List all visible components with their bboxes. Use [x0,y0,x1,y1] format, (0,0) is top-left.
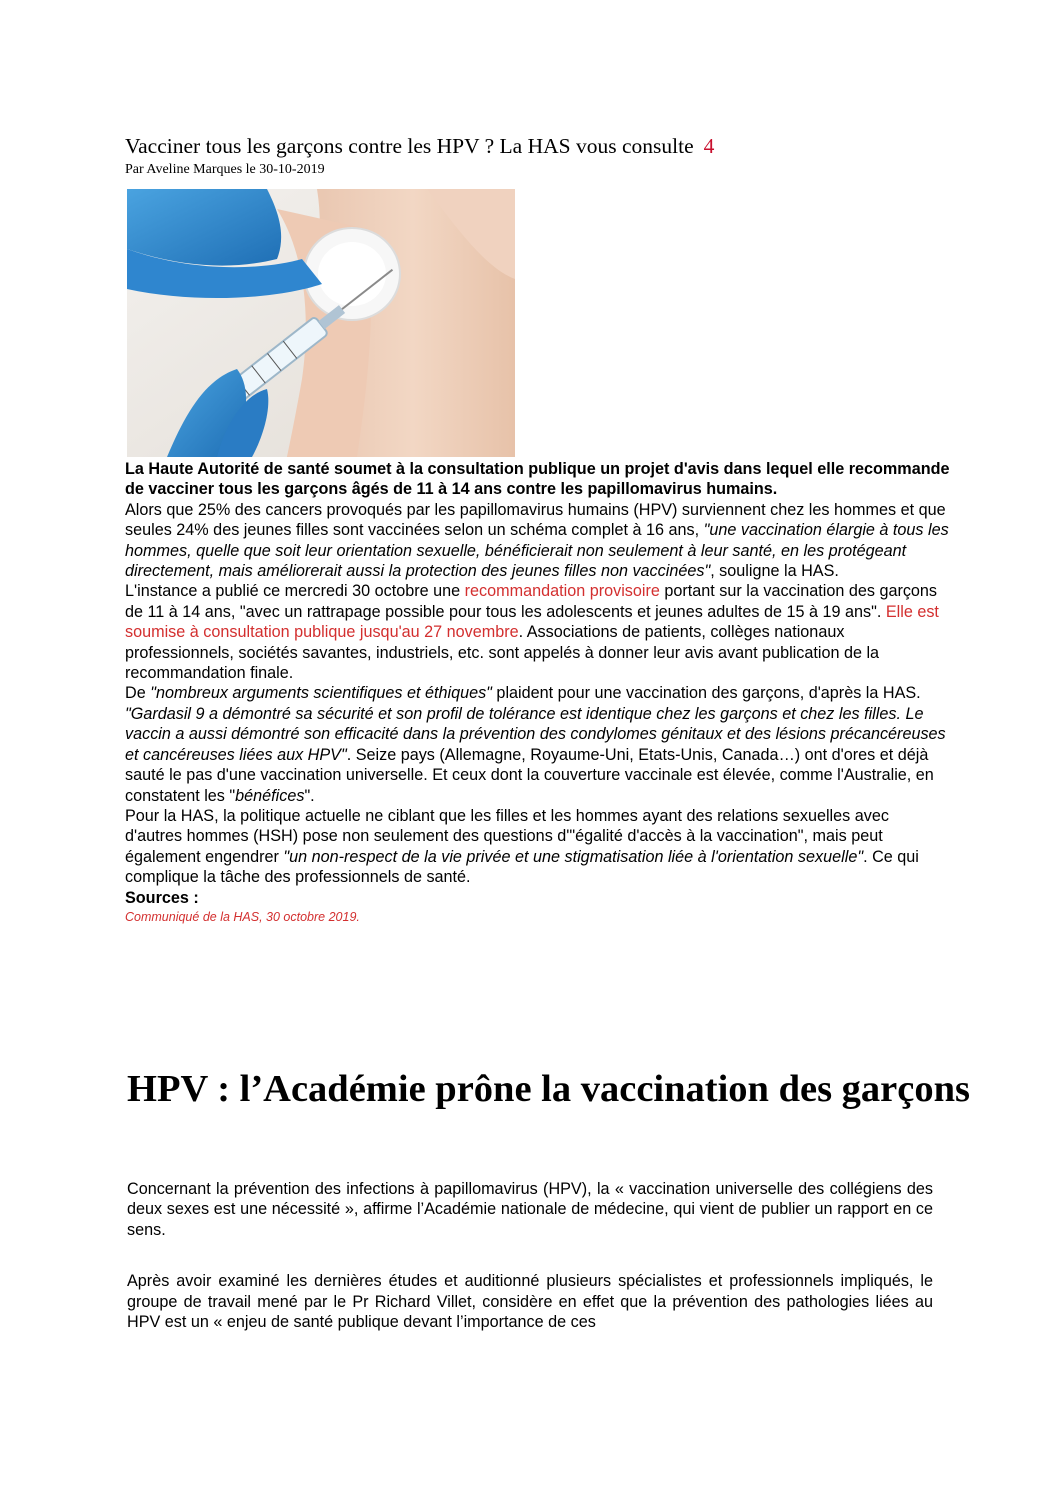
article-hero-image [127,189,515,457]
article-byline: Par Aveline Marques le 30-10-2019 [125,162,325,177]
paragraph-1: Alors que 25% des cancers provoqués par les papillomavirus humains (HPV) surviennent chez les hommes et que seules 24% des jeunes filles sont vaccinées selon un schéma complet à 16 ans, "une vaccination élargie à tous les hommes, quelle que soit leur orientation sexuelle, bénéficierait non seulement à leur santé, en les protégeant directement, mais améliorerait aussi la protection des jeunes filles non vaccinées", souligne la HAS. [125,500,949,581]
recommandation-link[interactable]: recommandation provisoire [464,582,660,601]
vaccination-photo-icon [127,189,515,457]
article2-paragraph-1: Concernant la prévention des infections à papillomavirus (HPV), la « vaccination universelle des collégiens des deux sexes est une nécessité », affirme l’Académie nationale de médecine, qui vient de publier un rapport en ce sens. [127,1180,933,1239]
article-title[interactable] [125,133,714,159]
consultation-link[interactable]: Elle est soumise à consultation publique jusqu'au 27 novembre [125,602,939,642]
comment-count-badge[interactable]: 4 [703,134,715,158]
paragraph-2: L'instance a publié ce mercredi 30 octobre une recommandation provisoire portant sur la vaccination des garçons de 11 à 14 ans, "avec un rattrapage possible pour tous les adolescents et jeunes adultes de 15 à 19 ans". Elle est soumise à consultation publique jusqu'au 27 novembre. Associations de patients, collèges nationaux professionnels, sociétés savantes, industriels, etc. sont appelés à donner leur avis avant publication de la recommandation finale. [125,582,939,683]
article-body [125,459,950,926]
paragraph-3: De "nombreux arguments scientifiques et éthiques" plaident pour une vaccination des garçons, d'après la HAS. "Gardasil 9 a démontré sa sécurité et son profil de tolérance est identique chez les garçons et chez les filles. Le vaccin a aussi démontré son efficacité dans la prévention des condylomes génitaux et des lésions précancéreuses et cancéreuses liées aux HPV". Seize pays (Allemagne, Royaume-Uni, Etats-Unis, Canada…) ont d'ores et déjà sauté le pas d'une vaccination universelle. Et ceux dont la couverture vaccinale est élevée, comme l'Australie, en constatent les "bénéfices". [125,684,946,805]
sources-label: Sources : [125,888,199,907]
paragraph-4: Pour la HAS, la politique actuelle ne ciblant que les filles et les hommes ayant des relations sexuelles avec d'autres hommes (HSH) pose non seulement des questions d'"égalité d'accès à la vaccination", mais peut également engendrer "un non-respect de la vie privée et une stigmatisation liée à l'orientation sexuelle". Ce qui complique la tâche des professionnels de santé. [125,806,919,887]
article-title-text[interactable]: Vacciner tous les garçons contre les HPV ? La HAS vous consulte [125,134,694,158]
source-link[interactable]: Communiqué de la HAS, 30 octobre 2019. [125,909,360,924]
article2-body [127,1179,933,1363]
article2-title: HPV : l’Académie prône la vaccination des garçons [127,1068,970,1110]
article2-paragraph-2: Après avoir examiné les dernières études et auditionné plusieurs spécialistes et professionnels impliqués, le groupe de travail mené par le Pr Richard Villet, considère en effet que la prévention des pathologies liées au HPV est un « enjeu de santé publique devant l’importance de ces [127,1272,933,1332]
article-lead: La Haute Autorité de santé soumet à la consultation publique un projet d'avis dans lequel elle recommande de vacciner tous les garçons âgés de 11 à 14 ans contre les papillomavirus humains. [125,460,950,499]
